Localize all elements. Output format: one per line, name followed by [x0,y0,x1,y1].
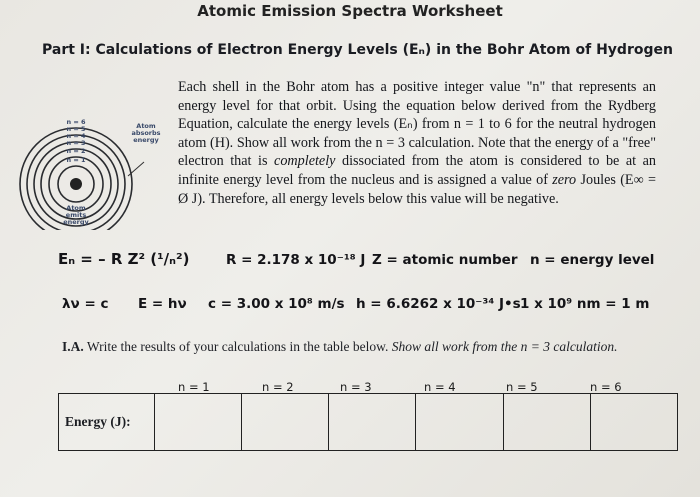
rydberg-constant: R = 2.178 x 10⁻¹⁸ J [226,252,366,268]
column-header-n1: n = 1 [178,380,210,394]
table-row [59,394,678,451]
section-ia-italic: Show all work from the n = 3 calculation. [391,339,618,354]
energy-table [58,393,678,451]
paragraph-part2: dissociated from the atom is considered to be at an infinite energy level from the nucleus and is assigned a value of [178,153,657,188]
bohr-atom-diagram [18,58,168,230]
instructions-paragraph [178,78,656,208]
column-header-n5: n = 5 [506,380,538,394]
equation-row [58,252,678,274]
emits-label-2: emits [65,211,87,219]
column-header-n3: n = 3 [340,380,372,394]
emits-label-3: energy [63,218,89,226]
n-definition: n = energy level [530,252,655,268]
energy-cell-n3[interactable] [329,394,416,451]
shell-label-6: n = 6 [66,118,86,126]
nucleus [70,178,82,190]
paragraph-part1: Each shell in the Bohr atom has a positive integer value "n" that represents an energy level for that orbit. Using the equation below derived from the Rydberg Equation, calculate the energy levels (Eₙ) from n = 1 to 6 for the neutral hydrogen atom (H). Show all work from the n = 3 calculation. Note that the energy of a "free" electron that is [178,79,656,170]
shell-label-5: n = 5 [66,125,86,133]
energy-cell-n6[interactable] [590,394,677,451]
constants-row [62,296,682,316]
paragraph-part3: Joules (E∞ = Ø J). Therefore, all energy levels below this value will be negative. [178,171,657,207]
energy-cell-n2[interactable] [242,394,329,451]
absorbs-label-2: absorbs [131,129,161,137]
energy-cell-n1[interactable] [155,394,242,451]
energy-cell-n4[interactable] [416,394,503,451]
nm-conversion: 1 x 10⁹ nm = 1 m [520,296,650,312]
z-definition: Z = atomic number [372,252,518,268]
section-ia-label: I.A. [62,339,84,354]
section-ia-text: Write the results of your calculations in the table below. [86,339,389,354]
column-header-n4: n = 4 [424,380,456,394]
wave-equation: λν = c [62,296,109,312]
absorbs-label-1: Atom [136,122,156,130]
worksheet-title: Atomic Emission Spectra Worksheet [197,2,503,20]
paragraph-italic-completely: completely [274,153,336,170]
speed-of-light: c = 3.00 x 10⁸ m/s [208,296,345,312]
column-header-n6: n = 6 [590,380,622,394]
shell-label-2: n = 2 [66,147,86,155]
paragraph-italic-zero: zero [552,171,577,188]
shell-label-3: n = 3 [66,139,86,147]
shell-label-4: n = 4 [66,132,86,140]
column-header-n2: n = 2 [262,380,294,394]
section-ia-instructions [62,338,662,355]
energy-cell-n5[interactable] [503,394,590,451]
emits-label-1: Atom [66,204,86,212]
photon-energy-equation: E = hν [138,296,187,312]
energy-formula: Eₙ = – R Z² (¹/ₙ²) [58,250,190,268]
energy-row-label: Energy (J): [59,394,155,451]
absorbs-label-3: energy [133,136,159,144]
planck-constant: h = 6.6262 x 10⁻³⁴ J•s [356,296,521,312]
part1-heading: Part I: Calculations of Electron Energy Levels (Eₙ) in the Bohr Atom of Hydrogen [42,42,673,58]
shell-label-1: n = 1 [66,156,86,164]
